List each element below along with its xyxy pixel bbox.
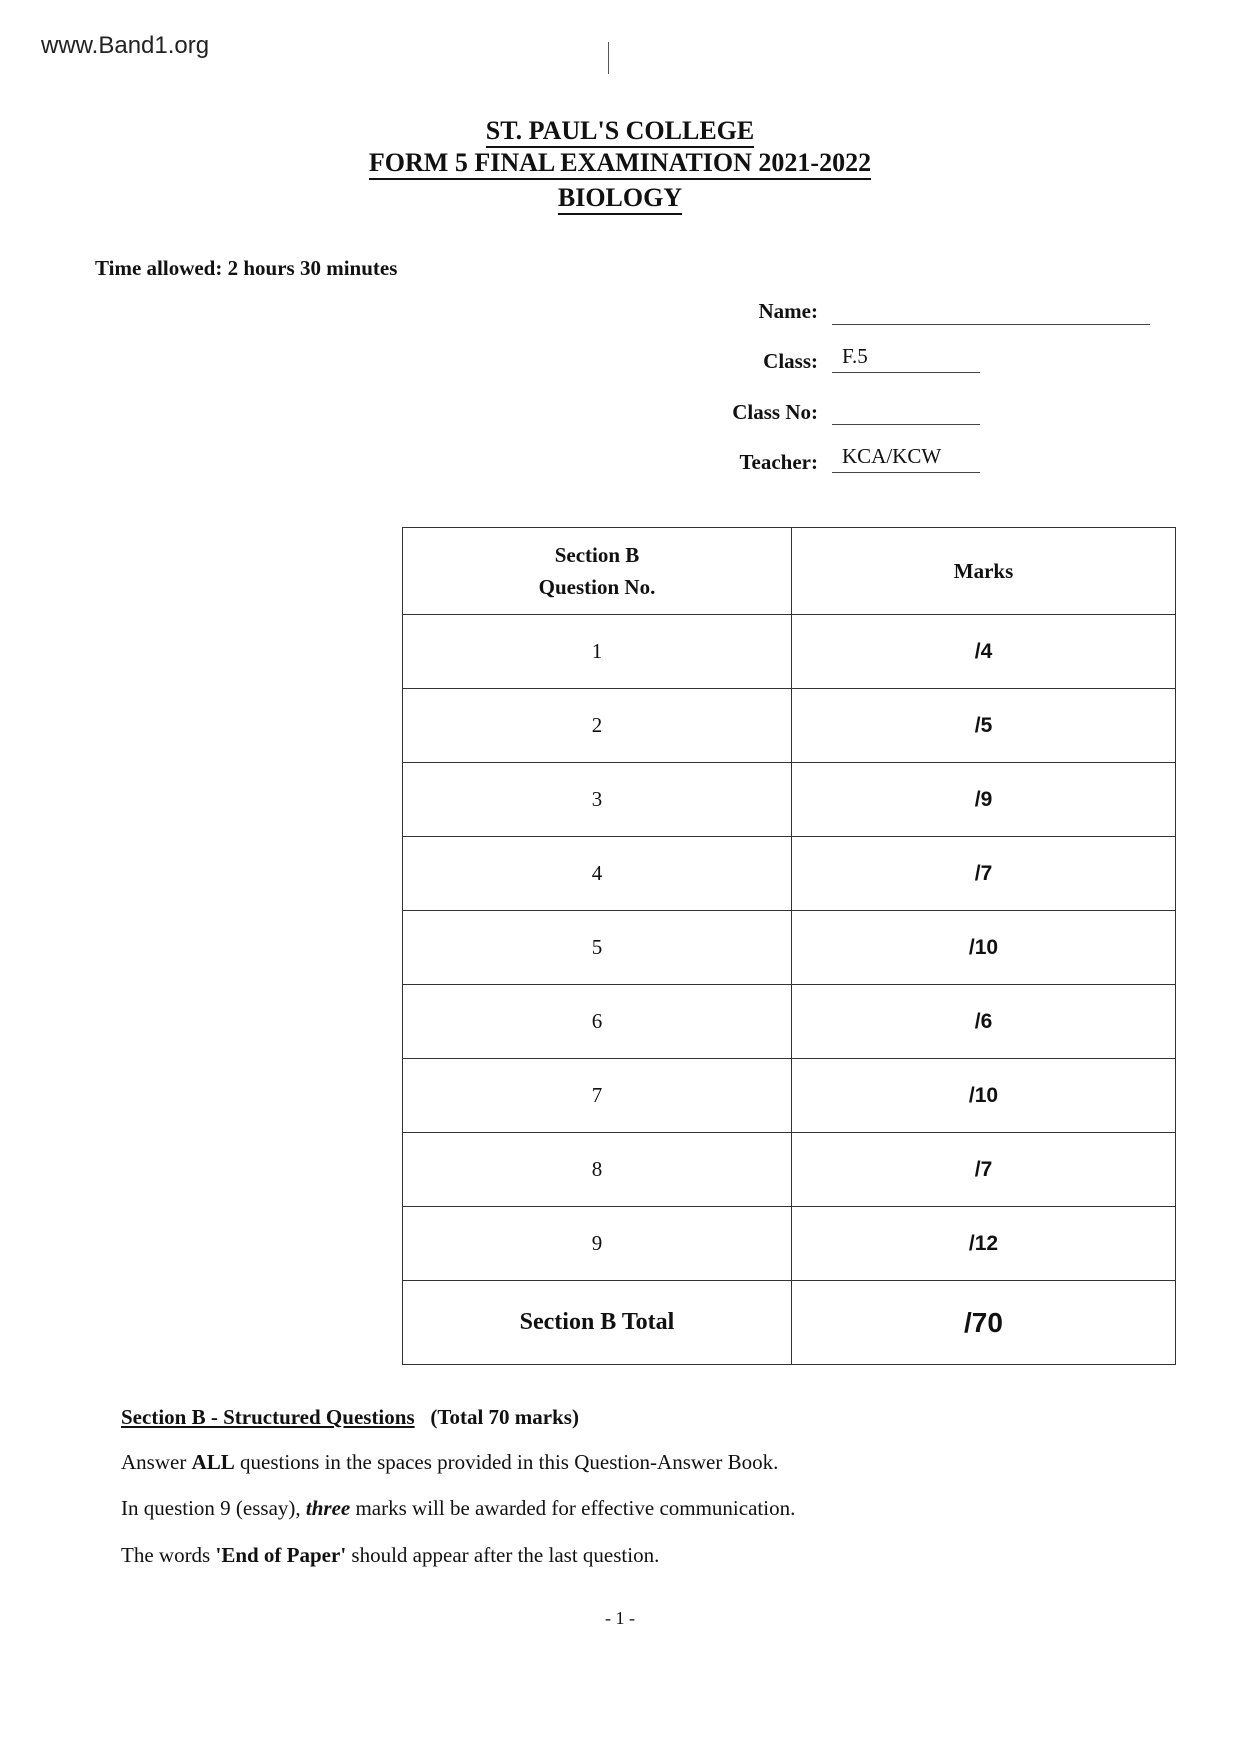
- instructions-heading: Section B - Structured Questions (Total 70 marks): [121, 1405, 579, 1429]
- question-marks: /4: [792, 615, 1176, 689]
- question-number: 7: [403, 1059, 792, 1133]
- question-marks: /7: [792, 1133, 1176, 1207]
- table-header: [403, 528, 1176, 615]
- table-row: [403, 1207, 1176, 1281]
- question-number: 1: [403, 615, 792, 689]
- total-label: Section B Total: [403, 1281, 792, 1365]
- teacher-label: Teacher:: [739, 450, 818, 474]
- instruction-line-1: Answer ALL questions in the spaces provided in this Question-Answer Book.: [121, 1450, 779, 1474]
- exam-title: FORM 5 FINAL EXAMINATION 2021-2022: [369, 148, 871, 180]
- school-name: ST. PAUL'S COLLEGE: [486, 116, 755, 148]
- subject-title: BIOLOGY: [558, 183, 682, 215]
- table-row: [403, 689, 1176, 763]
- instruction-line-3: The words 'End of Paper' should appear after the last question.: [121, 1543, 660, 1567]
- total-row: [403, 1281, 1176, 1365]
- table-row: [403, 1059, 1176, 1133]
- question-marks: /5: [792, 689, 1176, 763]
- time-allowed: Time allowed: 2 hours 30 minutes: [95, 256, 398, 280]
- table-row: [403, 837, 1176, 911]
- question-marks: /10: [792, 1059, 1176, 1133]
- class-label: Class:: [763, 349, 818, 373]
- header-marks: Marks: [792, 528, 1176, 615]
- question-marks: /7: [792, 837, 1176, 911]
- question-number: 4: [403, 837, 792, 911]
- page-number: - 1 -: [605, 1608, 635, 1628]
- marks-table: [402, 527, 1176, 1365]
- name-label: Name:: [758, 299, 818, 323]
- class-field[interactable]: F.5: [832, 344, 980, 373]
- teacher-field[interactable]: KCA/KCW: [832, 444, 980, 473]
- table-row: [403, 985, 1176, 1059]
- header-section: Section B: [554, 543, 640, 567]
- watermark: www.Band1.org: [41, 32, 210, 59]
- question-number: 8: [403, 1133, 792, 1207]
- table-row: [403, 763, 1176, 837]
- binding-mark: [608, 42, 609, 74]
- table-row: [403, 1133, 1176, 1207]
- question-number: 5: [403, 911, 792, 985]
- total-marks: /70: [792, 1281, 1176, 1365]
- class-no-field[interactable]: [832, 396, 980, 425]
- question-marks: /6: [792, 985, 1176, 1059]
- question-marks: /9: [792, 763, 1176, 837]
- class-no-label: Class No:: [732, 400, 818, 424]
- table-row: [403, 911, 1176, 985]
- question-number: 3: [403, 763, 792, 837]
- name-field[interactable]: [832, 296, 1150, 325]
- question-number: 2: [403, 689, 792, 763]
- question-marks: /10: [792, 911, 1176, 985]
- question-number: 9: [403, 1207, 792, 1281]
- instruction-line-2: In question 9 (essay), three marks will be awarded for effective communication.: [121, 1496, 796, 1520]
- question-number: 6: [403, 985, 792, 1059]
- table-row: [403, 615, 1176, 689]
- header-question-no: Question No.: [538, 575, 656, 599]
- question-marks: /12: [792, 1207, 1176, 1281]
